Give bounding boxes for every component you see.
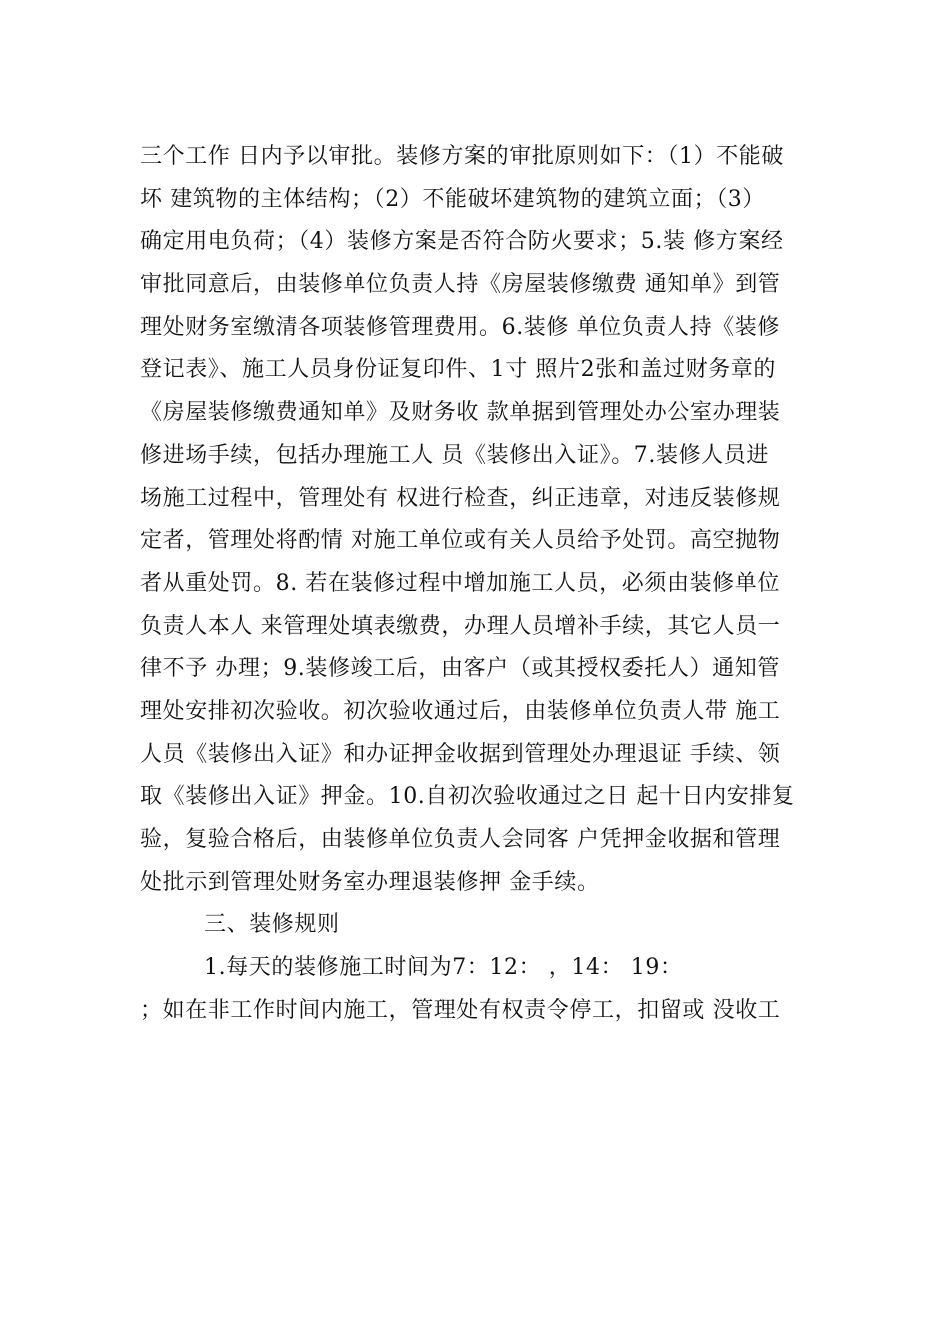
paragraph-line: 律不予 办理；9.装修竣工后，由客户（或其授权委托人）通知管: [140, 656, 780, 682]
paragraph-line: 理处安排初次验收。初次验收通过后，由装修单位负责人带 施工: [140, 698, 781, 724]
paragraph-line: 人员《装修出入证》和办证押金收据到管理处办理退证 手续、领: [140, 741, 781, 767]
document-body: [140, 136, 840, 1032]
paragraph-line: 负责人本人 来管理处填表缴费，办理人员增补手续，其它人员一: [140, 613, 781, 639]
paragraph-line: 理处财务室缴清各项装修管理费用。6.装修 单位负责人持《装修: [140, 314, 780, 340]
paragraph-line: 者从重处罚。8. 若在装修过程中增加施工人员，必须由装修单位: [140, 570, 780, 596]
paragraph-line: 修进场手续，包括办理施工人 员《装修出入证》。7.装修人员进: [140, 442, 769, 468]
paragraph-line: 确定用电负荷；（4）装修方案是否符合防火要求；5.装 修方案经: [140, 229, 784, 255]
paragraph-line: 处批示到管理处财务室办理退装修押 金手续。: [140, 869, 600, 895]
paragraph-line: 登记表》、施工人员身份证复印件、1寸 照片2张和盖过财务章的: [140, 357, 776, 383]
paragraph-line: 《房屋装修缴费通知单》及财务收 款单据到管理处办公室办理装: [140, 400, 781, 426]
paragraph-line: ；如在非工作时间内施工，管理处有权责令停工，扣留或 没收工: [140, 997, 781, 1023]
rule-item-1: 1.每天的装修施工时间为7：12： ，14： 19：: [204, 955, 683, 981]
section-heading: 三、装修规则: [204, 912, 340, 938]
paragraph-line: 审批同意后，由装修单位负责人持《房屋装修缴费 通知单》到管: [140, 272, 781, 298]
paragraph-line: 场施工过程中，管理处有 权进行检查，纠正违章，对违反装修规: [140, 485, 781, 511]
paragraph-line: 取《装修出入证》押金。10.自初次验收通过之日 起十日内安排复: [140, 784, 795, 810]
paragraph-line: 坏 建筑物的主体结构；（2）不能破坏建筑物的建筑立面；（3）: [140, 186, 765, 212]
paragraph-line: 定者，管理处将酌情 对施工单位或有关人员给予处罚。高空抛物: [140, 528, 781, 554]
paragraph-line: 验，复验合格后，由装修单位负责人会同客 户凭押金收据和管理: [140, 827, 781, 852]
paragraph-line: 三个工作 日内予以审批。装修方案的审批原则如下：（1）不能破: [140, 144, 784, 169]
